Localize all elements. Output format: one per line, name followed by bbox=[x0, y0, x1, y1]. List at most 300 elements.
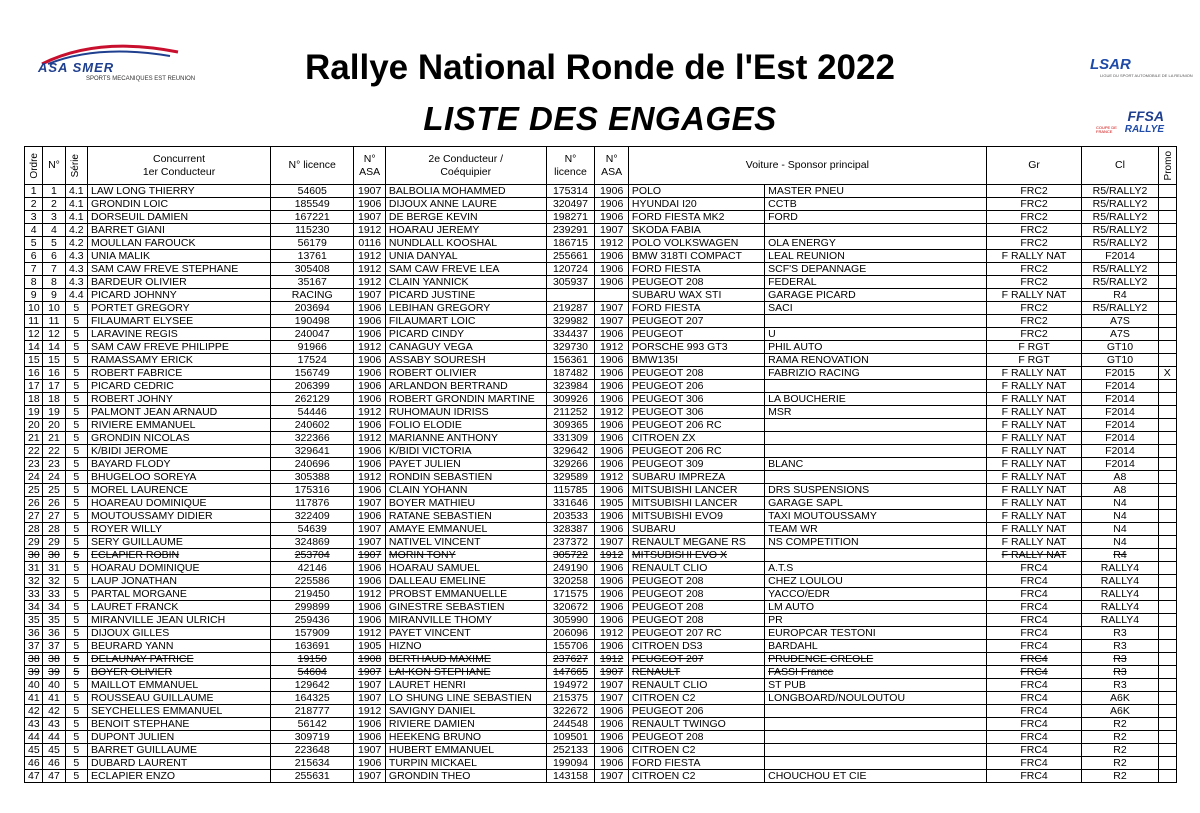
cell-licence1: 56179 bbox=[271, 237, 354, 250]
cell-licence2: 237372 bbox=[546, 536, 595, 549]
cell-gr: FRC4 bbox=[986, 640, 1082, 653]
cell-conducteur2: K/BIDI VICTORIA bbox=[385, 445, 546, 458]
cell-asa1: 1906 bbox=[354, 393, 386, 406]
cell-promo bbox=[1158, 549, 1176, 562]
cell-concurrent: PICARD JOHNNY bbox=[88, 289, 271, 302]
cell-asa2: 1907 bbox=[595, 770, 629, 783]
cell-ordre: 16 bbox=[25, 367, 43, 380]
cell-voiture: PEUGEOT 207 bbox=[628, 315, 764, 328]
cell-promo bbox=[1158, 432, 1176, 445]
cell-num: 24 bbox=[43, 471, 65, 484]
cell-sponsor: ST PUB bbox=[765, 679, 987, 692]
cell-ordre: 33 bbox=[25, 588, 43, 601]
cell-serie: 5 bbox=[65, 536, 87, 549]
table-row bbox=[25, 341, 1177, 354]
cell-asa1: 1907 bbox=[354, 692, 386, 705]
cell-voiture: PEUGEOT 208 bbox=[628, 588, 764, 601]
cell-promo bbox=[1158, 653, 1176, 666]
cell-licence2: 115785 bbox=[546, 484, 595, 497]
cell-voiture: PEUGEOT 208 bbox=[628, 731, 764, 744]
cell-asa1: 1907 bbox=[354, 289, 386, 302]
cell-conducteur2: PROBST EMMANUELLE bbox=[385, 588, 546, 601]
cell-sponsor: LM AUTO bbox=[765, 601, 987, 614]
cell-conducteur2: PICARD CINDY bbox=[385, 328, 546, 341]
cell-num: 19 bbox=[43, 406, 65, 419]
cell-asa2: 1912 bbox=[595, 341, 629, 354]
cell-concurrent: PORTET GREGORY bbox=[88, 302, 271, 315]
cell-licence2: 215375 bbox=[546, 692, 595, 705]
cell-concurrent: MOREL LAURENCE bbox=[88, 484, 271, 497]
cell-voiture: MITSUBISHI EVO X bbox=[628, 549, 764, 562]
cell-licence2: 329730 bbox=[546, 341, 595, 354]
cell-gr: F RGT bbox=[986, 354, 1082, 367]
cell-conducteur2: SAM CAW FREVE LEA bbox=[385, 263, 546, 276]
cell-gr: F RALLY NAT bbox=[986, 445, 1082, 458]
cell-concurrent: ROBERT JOHNY bbox=[88, 393, 271, 406]
col-asa2-line1: N° bbox=[605, 152, 618, 165]
cell-gr: FRC2 bbox=[986, 198, 1082, 211]
cell-serie: 5 bbox=[65, 549, 87, 562]
cell-cl: RALLY4 bbox=[1082, 575, 1158, 588]
table-row bbox=[25, 666, 1177, 679]
cell-voiture: PEUGEOT 207 bbox=[628, 653, 764, 666]
table-row bbox=[25, 224, 1177, 237]
cell-serie: 5 bbox=[65, 302, 87, 315]
cell-voiture: RENAULT bbox=[628, 666, 764, 679]
cell-voiture: PEUGEOT 306 bbox=[628, 393, 764, 406]
cell-licence2: 328387 bbox=[546, 523, 595, 536]
col-licence1: N° licence bbox=[271, 147, 354, 185]
cell-cl: R3 bbox=[1082, 627, 1158, 640]
cell-num: 38 bbox=[43, 653, 65, 666]
cell-voiture: SUBARU IMPREZA bbox=[628, 471, 764, 484]
cell-ordre: 15 bbox=[25, 354, 43, 367]
lsar-logo bbox=[1082, 56, 1193, 82]
cell-ordre: 22 bbox=[25, 445, 43, 458]
cell-concurrent: LAW LONG THIERRY bbox=[88, 185, 271, 198]
cell-asa2: 1907 bbox=[595, 315, 629, 328]
cell-asa2: 1906 bbox=[595, 614, 629, 627]
cell-cl: A8 bbox=[1082, 471, 1158, 484]
cell-cl: R5/RALLY2 bbox=[1082, 302, 1158, 315]
cell-concurrent: PALMONT JEAN ARNAUD bbox=[88, 406, 271, 419]
cell-promo bbox=[1158, 731, 1176, 744]
cell-licence1: 54446 bbox=[271, 406, 354, 419]
cell-conducteur2: MIRANVILLE THOMY bbox=[385, 614, 546, 627]
cell-asa1: 1912 bbox=[354, 705, 386, 718]
cell-conducteur2: DIJOUX ANNE LAURE bbox=[385, 198, 546, 211]
cell-cl: F2014 bbox=[1082, 250, 1158, 263]
cell-serie: 5 bbox=[65, 328, 87, 341]
cell-promo bbox=[1158, 341, 1176, 354]
cell-voiture: RENAULT TWINGO bbox=[628, 718, 764, 731]
cell-promo bbox=[1158, 393, 1176, 406]
cell-concurrent: LARAVINE REGIS bbox=[88, 328, 271, 341]
cell-serie: 5 bbox=[65, 744, 87, 757]
cell-voiture: POLO bbox=[628, 185, 764, 198]
cell-promo bbox=[1158, 198, 1176, 211]
cell-concurrent: HOAREAU DOMINIQUE bbox=[88, 497, 271, 510]
cell-cl: N4 bbox=[1082, 497, 1158, 510]
cell-asa2: 1912 bbox=[595, 237, 629, 250]
cell-asa1: 1906 bbox=[354, 575, 386, 588]
cell-licence1: 329641 bbox=[271, 445, 354, 458]
cell-gr: F RALLY NAT bbox=[986, 484, 1082, 497]
cell-conducteur2: PAYET JULIEN bbox=[385, 458, 546, 471]
cell-gr: FRC4 bbox=[986, 653, 1082, 666]
table-row bbox=[25, 588, 1177, 601]
cell-num: 8 bbox=[43, 276, 65, 289]
cell-cl: N4 bbox=[1082, 510, 1158, 523]
cell-concurrent: MIRANVILLE JEAN ULRICH bbox=[88, 614, 271, 627]
cell-licence1: 324869 bbox=[271, 536, 354, 549]
cell-cl: A8 bbox=[1082, 484, 1158, 497]
cell-asa1: 1912 bbox=[354, 627, 386, 640]
cell-promo bbox=[1158, 614, 1176, 627]
cell-licence1: 17524 bbox=[271, 354, 354, 367]
cell-licence2: 320258 bbox=[546, 575, 595, 588]
cell-asa1: 1907 bbox=[354, 744, 386, 757]
cell-gr: F RALLY NAT bbox=[986, 536, 1082, 549]
cell-voiture: CITROEN C2 bbox=[628, 744, 764, 757]
col-licence2-line2: licence bbox=[554, 165, 587, 178]
table-row bbox=[25, 185, 1177, 198]
cell-cl: R2 bbox=[1082, 770, 1158, 783]
cell-licence2: 155706 bbox=[546, 640, 595, 653]
cell-cl: N4 bbox=[1082, 523, 1158, 536]
cell-cl: A6K bbox=[1082, 705, 1158, 718]
cell-promo bbox=[1158, 523, 1176, 536]
cell-cl: GT10 bbox=[1082, 354, 1158, 367]
cell-serie: 5 bbox=[65, 614, 87, 627]
cell-licence2: 320672 bbox=[546, 601, 595, 614]
cell-cl: R2 bbox=[1082, 757, 1158, 770]
cell-promo bbox=[1158, 588, 1176, 601]
cell-asa1: 1907 bbox=[354, 679, 386, 692]
cell-voiture: MITSUBISHI LANCER bbox=[628, 484, 764, 497]
cell-ordre: 17 bbox=[25, 380, 43, 393]
cell-conducteur2: TURPIN MICKAEL bbox=[385, 757, 546, 770]
cell-asa2: 1906 bbox=[595, 445, 629, 458]
cell-num: 33 bbox=[43, 588, 65, 601]
cell-gr: FRC4 bbox=[986, 627, 1082, 640]
cell-cl: GT10 bbox=[1082, 341, 1158, 354]
cell-serie: 5 bbox=[65, 510, 87, 523]
cell-num: 15 bbox=[43, 354, 65, 367]
cell-cl: R3 bbox=[1082, 640, 1158, 653]
cell-asa2: 1906 bbox=[595, 328, 629, 341]
cell-licence1: 157909 bbox=[271, 627, 354, 640]
cell-promo bbox=[1158, 705, 1176, 718]
cell-cl: F2014 bbox=[1082, 406, 1158, 419]
cell-gr: FRC4 bbox=[986, 744, 1082, 757]
cell-num: 17 bbox=[43, 380, 65, 393]
cell-concurrent: ROBERT FABRICE bbox=[88, 367, 271, 380]
cell-sponsor: TEAM WR bbox=[765, 523, 987, 536]
cell-asa1: 1912 bbox=[354, 250, 386, 263]
cell-gr: FRC4 bbox=[986, 588, 1082, 601]
cell-gr: F RALLY NAT bbox=[986, 250, 1082, 263]
cell-conducteur2: ROBERT GRONDIN MARTINE bbox=[385, 393, 546, 406]
table-row bbox=[25, 705, 1177, 718]
cell-ordre: 24 bbox=[25, 471, 43, 484]
cell-serie: 5 bbox=[65, 523, 87, 536]
cell-conducteur2: LEBIHAN GREGORY bbox=[385, 302, 546, 315]
cell-promo bbox=[1158, 575, 1176, 588]
cell-licence2: 329982 bbox=[546, 315, 595, 328]
table-row bbox=[25, 614, 1177, 627]
cell-promo bbox=[1158, 601, 1176, 614]
cell-concurrent: DORSEUIL DAMIEN bbox=[88, 211, 271, 224]
table-row bbox=[25, 328, 1177, 341]
table-row bbox=[25, 575, 1177, 588]
col-asa2-line2: ASA bbox=[601, 165, 623, 178]
cell-sponsor: GARAGE PICARD bbox=[765, 289, 987, 302]
cell-sponsor: RAMA RENOVATION bbox=[765, 354, 987, 367]
cell-licence1: 56142 bbox=[271, 718, 354, 731]
cell-voiture: RENAULT MEGANE RS bbox=[628, 536, 764, 549]
cell-promo bbox=[1158, 770, 1176, 783]
lsar-subtitle: LIGUE DU SPORT AUTOMOBILE DE LA REUNION bbox=[1100, 73, 1193, 78]
cell-licence1: 206399 bbox=[271, 380, 354, 393]
page-title: Rallye National Ronde de l'Est 2022 bbox=[305, 48, 895, 87]
cell-licence1: 54605 bbox=[271, 185, 354, 198]
table-row bbox=[25, 471, 1177, 484]
cell-gr: F RALLY NAT bbox=[986, 367, 1082, 380]
cell-licence1: 54604 bbox=[271, 666, 354, 679]
cell-gr: FRC4 bbox=[986, 601, 1082, 614]
cell-asa2: 1906 bbox=[595, 419, 629, 432]
cell-promo bbox=[1158, 627, 1176, 640]
cell-licence1: 203694 bbox=[271, 302, 354, 315]
asa-smer-name: ASA SMER bbox=[38, 60, 115, 75]
cell-cl: R2 bbox=[1082, 744, 1158, 757]
cell-licence1: 322366 bbox=[271, 432, 354, 445]
table-row bbox=[25, 718, 1177, 731]
col-asa1-line2: ASA bbox=[359, 165, 381, 178]
cell-serie: 5 bbox=[65, 666, 87, 679]
cell-concurrent: PICARD CEDRIC bbox=[88, 380, 271, 393]
cell-asa2: 1906 bbox=[595, 562, 629, 575]
cell-cl: RALLY4 bbox=[1082, 588, 1158, 601]
cell-ordre: 29 bbox=[25, 536, 43, 549]
col-serie bbox=[65, 147, 87, 185]
cell-asa2: 1906 bbox=[595, 731, 629, 744]
cell-num: 21 bbox=[43, 432, 65, 445]
cell-serie: 5 bbox=[65, 601, 87, 614]
cell-promo bbox=[1158, 497, 1176, 510]
cell-licence1: 91966 bbox=[271, 341, 354, 354]
cell-asa1: 1907 bbox=[354, 523, 386, 536]
cell-conducteur2: HIZNO bbox=[385, 640, 546, 653]
cell-conducteur2: BERTHAUD MAXIME bbox=[385, 653, 546, 666]
cell-voiture: PEUGEOT 206 bbox=[628, 380, 764, 393]
cell-licence2: 156361 bbox=[546, 354, 595, 367]
cell-sponsor: LONGBOARD/NOULOUTOU bbox=[765, 692, 987, 705]
cell-ordre: 10 bbox=[25, 302, 43, 315]
cell-conducteur2: LAI-KON STEPHANE bbox=[385, 666, 546, 679]
cell-serie: 5 bbox=[65, 445, 87, 458]
cell-sponsor: FEDERAL bbox=[765, 276, 987, 289]
cell-sponsor: BLANC bbox=[765, 458, 987, 471]
cell-asa1: 1906 bbox=[354, 614, 386, 627]
cell-voiture: PEUGEOT 206 RC bbox=[628, 419, 764, 432]
cell-ordre: 25 bbox=[25, 484, 43, 497]
cell-serie: 5 bbox=[65, 341, 87, 354]
cell-licence2: 255661 bbox=[546, 250, 595, 263]
cell-promo bbox=[1158, 185, 1176, 198]
cell-asa1: 1907 bbox=[354, 185, 386, 198]
cell-serie: 4.3 bbox=[65, 250, 87, 263]
cell-num: 36 bbox=[43, 627, 65, 640]
cell-gr: FRC4 bbox=[986, 666, 1082, 679]
cell-asa2: 1907 bbox=[595, 302, 629, 315]
cell-ordre: 21 bbox=[25, 432, 43, 445]
cell-ordre: 11 bbox=[25, 315, 43, 328]
cell-asa2: 1906 bbox=[595, 185, 629, 198]
cell-conducteur2: LAURET HENRI bbox=[385, 679, 546, 692]
cell-concurrent: ROYER WILLY bbox=[88, 523, 271, 536]
cell-voiture: PORSCHE 993 GT3 bbox=[628, 341, 764, 354]
cell-licence1: 305388 bbox=[271, 471, 354, 484]
table-row bbox=[25, 445, 1177, 458]
cell-ordre: 5 bbox=[25, 237, 43, 250]
cell-voiture: FORD FIESTA bbox=[628, 302, 764, 315]
cell-sponsor: GARAGE SAPL bbox=[765, 497, 987, 510]
cell-licence1: 42146 bbox=[271, 562, 354, 575]
cell-serie: 5 bbox=[65, 692, 87, 705]
cell-conducteur2: RIVIERE DAMIEN bbox=[385, 718, 546, 731]
cell-num: 34 bbox=[43, 601, 65, 614]
col-voiture-sponsor: Voiture - Sponsor principal bbox=[628, 147, 986, 185]
cell-gr: F RALLY NAT bbox=[986, 432, 1082, 445]
cell-licence2: 329266 bbox=[546, 458, 595, 471]
table-row bbox=[25, 744, 1177, 757]
cell-licence2: 187482 bbox=[546, 367, 595, 380]
cell-conducteur2: PAYET VINCENT bbox=[385, 627, 546, 640]
cell-voiture: PEUGEOT 309 bbox=[628, 458, 764, 471]
cell-licence2: 199094 bbox=[546, 757, 595, 770]
cell-licence2: 329589 bbox=[546, 471, 595, 484]
cell-asa1: 1907 bbox=[354, 536, 386, 549]
cell-concurrent: ECLAPIER ROBIN bbox=[88, 549, 271, 562]
cell-sponsor: LEAL REUNION bbox=[765, 250, 987, 263]
cell-serie: 4.2 bbox=[65, 237, 87, 250]
cell-ordre: 35 bbox=[25, 614, 43, 627]
cell-num: 18 bbox=[43, 393, 65, 406]
cell-asa1: 1907 bbox=[354, 549, 386, 562]
cell-licence1: 240696 bbox=[271, 458, 354, 471]
cell-ordre: 26 bbox=[25, 497, 43, 510]
entries-table bbox=[24, 146, 1177, 783]
cell-voiture: SKODA FABIA bbox=[628, 224, 764, 237]
cell-promo bbox=[1158, 237, 1176, 250]
cell-asa1: 1906 bbox=[354, 601, 386, 614]
cell-gr: F RALLY NAT bbox=[986, 289, 1082, 302]
cell-cl: R5/RALLY2 bbox=[1082, 276, 1158, 289]
cell-num: 25 bbox=[43, 484, 65, 497]
cell-cl: R5/RALLY2 bbox=[1082, 185, 1158, 198]
cell-serie: 5 bbox=[65, 640, 87, 653]
cell-sponsor: FASSI France bbox=[765, 666, 987, 679]
cell-licence1: 54639 bbox=[271, 523, 354, 536]
cell-gr: F RALLY NAT bbox=[986, 471, 1082, 484]
cell-gr: F RGT bbox=[986, 341, 1082, 354]
cell-concurrent: BOYER OLIVIER bbox=[88, 666, 271, 679]
cell-asa1: 1908 bbox=[354, 653, 386, 666]
table-row bbox=[25, 393, 1177, 406]
cell-num: 39 bbox=[43, 666, 65, 679]
cell-sponsor bbox=[765, 718, 987, 731]
cell-licence1: 163691 bbox=[271, 640, 354, 653]
cell-licence2: 305722 bbox=[546, 549, 595, 562]
cell-conducteur2: CLAIN YOHANN bbox=[385, 484, 546, 497]
cell-sponsor bbox=[765, 432, 987, 445]
cell-conducteur2: FILAUMART LOIC bbox=[385, 315, 546, 328]
cell-asa1: 1906 bbox=[354, 510, 386, 523]
cell-asa2 bbox=[595, 289, 629, 302]
cell-gr: F RALLY NAT bbox=[986, 458, 1082, 471]
cell-serie: 5 bbox=[65, 757, 87, 770]
cell-ordre: 4 bbox=[25, 224, 43, 237]
cell-voiture: SUBARU bbox=[628, 523, 764, 536]
cell-concurrent: SERY GUILLAUME bbox=[88, 536, 271, 549]
cell-sponsor: PHIL AUTO bbox=[765, 341, 987, 354]
cell-conducteur2: ROBERT OLIVIER bbox=[385, 367, 546, 380]
cell-gr: FRC4 bbox=[986, 575, 1082, 588]
cell-voiture: SUBARU WAX STI bbox=[628, 289, 764, 302]
table-row bbox=[25, 770, 1177, 783]
cell-sponsor bbox=[765, 731, 987, 744]
cell-promo bbox=[1158, 471, 1176, 484]
cell-sponsor: SCF'S DEPANNAGE bbox=[765, 263, 987, 276]
cell-licence1: 167221 bbox=[271, 211, 354, 224]
cell-licence2: 249190 bbox=[546, 562, 595, 575]
cell-licence1: 115230 bbox=[271, 224, 354, 237]
cell-asa1: 1906 bbox=[354, 445, 386, 458]
cell-num: 3 bbox=[43, 211, 65, 224]
cell-sponsor bbox=[765, 744, 987, 757]
cell-asa2: 1906 bbox=[595, 367, 629, 380]
cell-cl: RALLY4 bbox=[1082, 562, 1158, 575]
cell-promo bbox=[1158, 757, 1176, 770]
cell-asa1: 1906 bbox=[354, 380, 386, 393]
cell-conducteur2: LO SHUNG LINE SEBASTIEN bbox=[385, 692, 546, 705]
col-num: N° bbox=[43, 147, 65, 185]
cell-gr: F RALLY NAT bbox=[986, 393, 1082, 406]
cell-cl: F2014 bbox=[1082, 419, 1158, 432]
cell-sponsor: DRS SUSPENSIONS bbox=[765, 484, 987, 497]
cell-concurrent: BENOIT STEPHANE bbox=[88, 718, 271, 731]
cell-num: 31 bbox=[43, 562, 65, 575]
cell-concurrent: UNIA MALIK bbox=[88, 250, 271, 263]
cell-conducteur2: HOARAU JEREMY bbox=[385, 224, 546, 237]
cell-licence2: 219287 bbox=[546, 302, 595, 315]
cell-promo bbox=[1158, 302, 1176, 315]
cell-asa2: 1906 bbox=[595, 211, 629, 224]
cell-num: 32 bbox=[43, 575, 65, 588]
cell-concurrent: GRONDIN NICOLAS bbox=[88, 432, 271, 445]
cell-ordre: 3 bbox=[25, 211, 43, 224]
cell-serie: 4.1 bbox=[65, 185, 87, 198]
cell-concurrent: BARRET GIANI bbox=[88, 224, 271, 237]
cell-sponsor bbox=[765, 315, 987, 328]
cell-asa2: 1906 bbox=[595, 380, 629, 393]
cell-asa1: 1906 bbox=[354, 484, 386, 497]
cell-licence2: 309365 bbox=[546, 419, 595, 432]
cell-conducteur2: HUBERT EMMANUEL bbox=[385, 744, 546, 757]
cell-num: 7 bbox=[43, 263, 65, 276]
